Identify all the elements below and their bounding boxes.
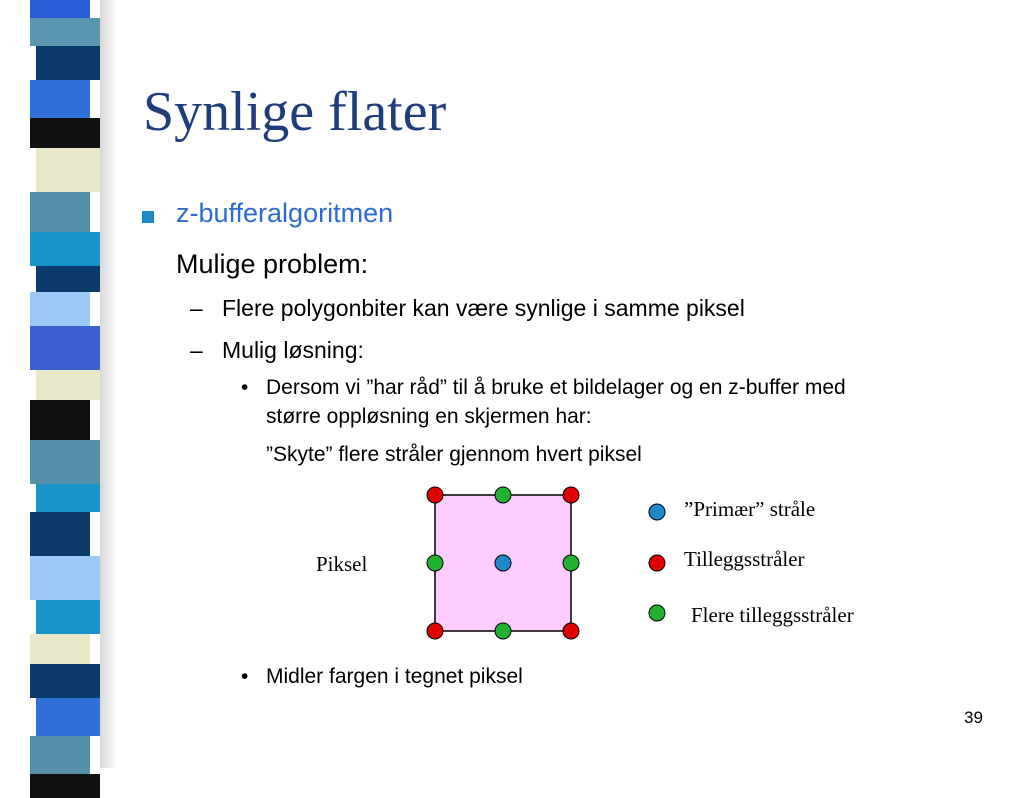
legend-primary-ray-label: ”Primær” stråle <box>684 497 816 521</box>
dot-item-line1: Dersom vi ”har råd” til å bruke et bildelager og en z-buffer med <box>266 376 846 399</box>
sample-point-edge <box>427 555 443 571</box>
sample-point-center <box>495 555 511 571</box>
dot-item-line3: ”Skyte” flere stråler gjennom hvert piksel <box>266 443 642 466</box>
subheading-problems: Mulige problem: <box>176 249 369 279</box>
sample-point-corner <box>427 623 443 639</box>
legend-more-rays-label: Flere tilleggsstråler <box>691 603 854 627</box>
sample-point-corner <box>427 487 443 503</box>
dash-marker: – <box>190 337 203 363</box>
dash-marker: – <box>190 295 203 321</box>
slide-title: Synlige flater <box>143 81 447 143</box>
sample-point-edge <box>563 555 579 571</box>
legend-additional-rays-label: Tilleggsstråler <box>684 547 805 571</box>
page-number: 39 <box>964 708 983 727</box>
legend-additional-rays-icon <box>649 555 665 571</box>
dot-item-line2: større oppløsning en skjermen har: <box>266 405 592 428</box>
sample-point-edge <box>495 487 511 503</box>
dot-marker: • <box>241 665 249 688</box>
bullet-z-buffer: z-bufferalgoritmen <box>176 198 394 228</box>
dash-item-multiple-polygons: Flere polygonbiter kan være synlige i samme piksel <box>222 295 745 321</box>
dot-marker: • <box>241 376 249 399</box>
legend-more-rays-icon <box>649 605 665 621</box>
sample-point-edge <box>495 623 511 639</box>
dot-item-average-color: Midler fargen i tegnet piksel <box>266 665 523 688</box>
stripe-segment <box>30 774 100 798</box>
dash-item-solution: Mulig løsning: <box>222 337 364 363</box>
sample-point-corner <box>563 623 579 639</box>
pixel-label: Piksel <box>316 552 368 576</box>
legend-primary-ray-icon <box>649 504 665 520</box>
sample-point-corner <box>563 487 579 503</box>
